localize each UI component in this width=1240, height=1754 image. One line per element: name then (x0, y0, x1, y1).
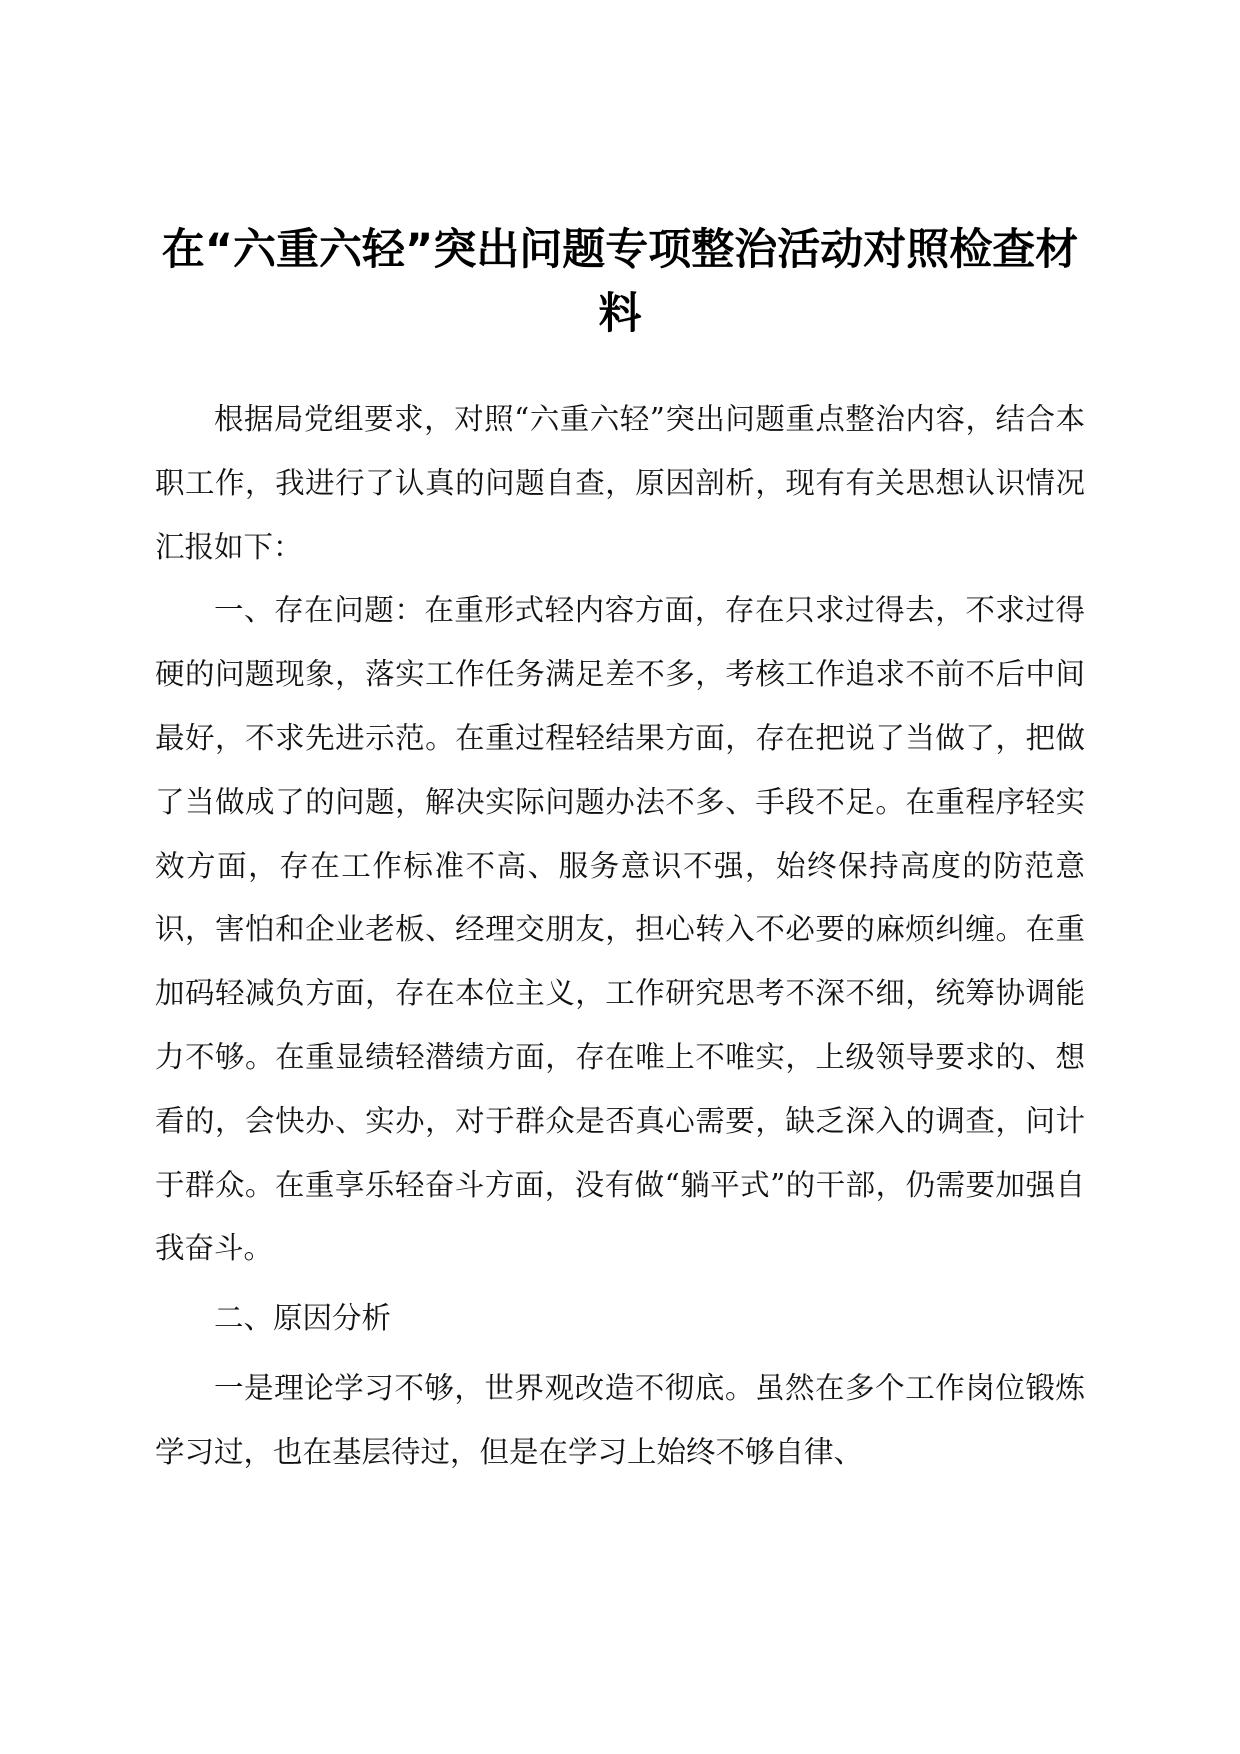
cause-one-paragraph: 一是理论学习不够，世界观改造不彻底。虽然在多个工作岗位锻炼学习过，也在基层待过，但是在学习上始终不够自律、 (155, 1370, 1085, 1469)
intro-paragraph: 根据局党组要求，对照“六重六轻”突出问题重点整治内容，结合本职工作，我进行了认真的问题自查，原因剖析，现有有关思想认识情况汇报如下： (155, 402, 1085, 564)
section-problems-paragraph: 一、存在问题：在重形式轻内容方面，存在只求过得去，不求过得硬的问题现象，落实工作任务满足差不多，考核工作追求不前不后中间最好，不求先进示范。在重过程轻结果方面，存在把说了当做了，把做了当做成了的问题，解决实际问题办法不多、手段不足。在重程序轻实效方面，存在工作标准不高、服务意识不强，始终保持高度的防范意识，害怕和企业老板、经理交朋友，担心转入不必要的麻烦纠缠。在重加码轻减负方面，存在本位主义，工作研究思考不深不细，统筹协调能力不够。在重显绩轻潜绩方面，存在唯上不唯实，上级领导要求的、想看的，会快办、实办，对于群众是否真心需要，缺乏深入的调查，问计于群众。在重享乐轻奋斗方面，没有做“躺平式”的干部，仍需要加强自我奋斗。 (155, 593, 1085, 1266)
document-title: 在“六重六轻”突出问题专项整治活动对照检查材料 (161, 225, 1079, 339)
document-body (155, 388, 1085, 1485)
section-heading-cause-analysis: 二、原因分析 (214, 1301, 392, 1336)
